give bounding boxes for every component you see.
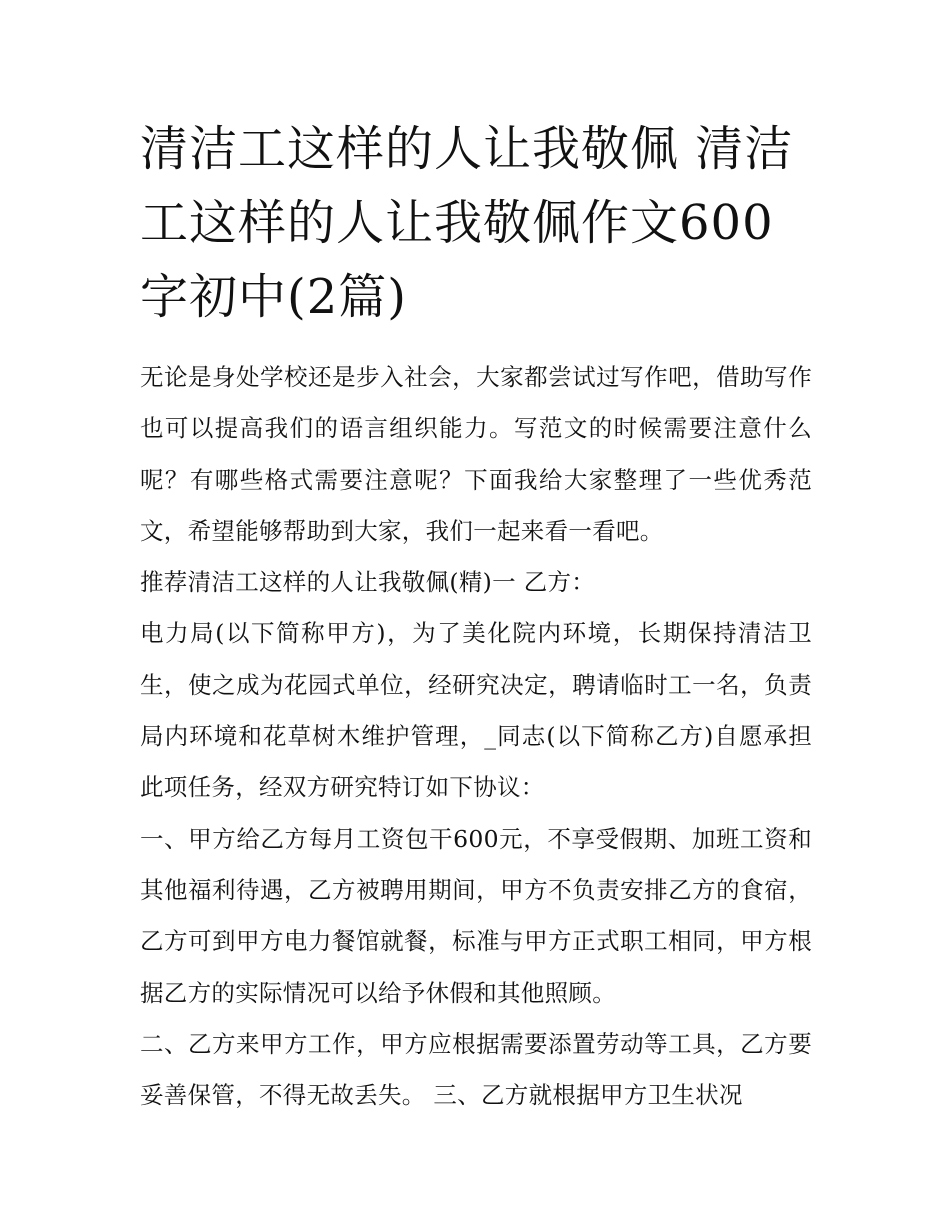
title-line-3: 字初中(2篇): [140, 269, 407, 325]
document-body: [140, 352, 812, 1121]
paragraph-clause-2: 二、乙方来甲方工作，甲方应根据需要添置劳动等工具，乙方要妥善保管，不得无故丢失。 三、乙方就根据甲方卫生状况: [140, 1029, 812, 1110]
paragraph-agreement-preamble: 电力局(以下简称甲方)，为了美化院内环境，长期保持清洁卫生，使之成为花园式单位，经研究决定，聘请临时工一名，负责局内环境和花草树木维护管理，_同志(以下简称乙方)自愿承担此项任务，经双方研究特订如下协议：: [140, 619, 812, 802]
paragraph-intro: 无论是身处学校还是步入社会，大家都尝试过写作吧，借助写作也可以提高我们的语言组织能力。写范文的时候需要注意什么呢？有哪些格式需要注意呢？下面我给大家整理了一些优秀范文，希望能够帮助到大家，我们一起来看一看吧。: [140, 363, 812, 545]
document-title: [140, 112, 812, 334]
paragraph-recommend-heading: 推荐清洁工这样的人让我敬佩(精)一 乙方：: [140, 568, 596, 597]
document-content: [140, 112, 812, 1121]
title-line-1: 清洁工这样的人让我敬佩 清洁: [140, 121, 794, 177]
paragraph-clause-1: 一、甲方给乙方每月工资包干600元，不享受假期、加班工资和其他福利待遇，乙方被聘用期间，甲方不负责安排乙方的食宿，乙方可到甲方电力餐馆就餐，标准与甲方正式职工相同，甲方根据乙方的实际情况可以给予休假和其他照顾。: [140, 824, 812, 1007]
title-line-2: 工这样的人让我敬佩作文600: [140, 195, 774, 251]
